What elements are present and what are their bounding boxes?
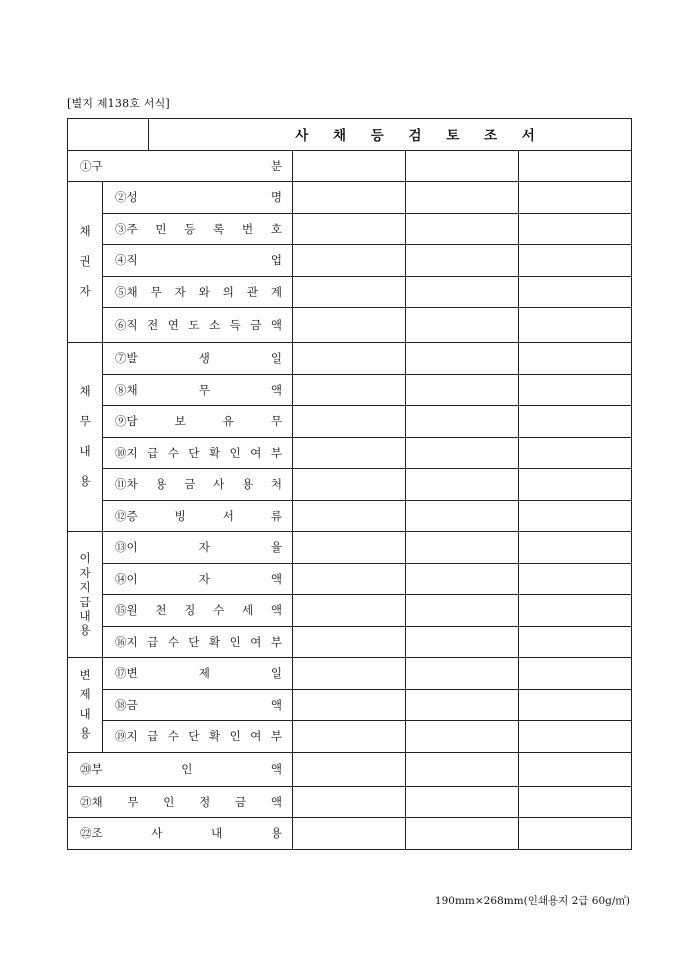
title-cell: [149, 119, 632, 151]
table-row: [68, 245, 632, 277]
table-row: [68, 343, 632, 375]
input-cell[interactable]: [406, 818, 519, 850]
input-cell[interactable]: [293, 658, 406, 690]
input-cell[interactable]: [293, 818, 406, 850]
form-title: 사 채 등 검 토 조 서: [295, 128, 545, 145]
group-label-interest: 이 자 지 급 내 용: [79, 551, 91, 638]
input-cell[interactable]: [406, 532, 519, 564]
row-label-cell: [68, 786, 293, 818]
input-cell[interactable]: [406, 469, 519, 501]
input-cell[interactable]: [406, 343, 519, 375]
row-label-cell: [103, 182, 293, 214]
input-cell[interactable]: [519, 437, 632, 469]
input-cell[interactable]: [406, 213, 519, 245]
table-row: [68, 786, 632, 818]
row-label: ⑰변 제 일: [115, 666, 282, 681]
form-number-label: [별지 제138호 서식]: [67, 97, 170, 110]
input-cell[interactable]: [293, 595, 406, 627]
input-cell[interactable]: [519, 786, 632, 818]
row-label-cell: [103, 469, 293, 501]
table-row: [68, 308, 632, 343]
title-row: [68, 119, 632, 151]
group-label-repayment: 변 제 내 용: [79, 667, 91, 741]
row-label: ⑨담 보 유 무: [115, 414, 282, 429]
input-cell[interactable]: [293, 786, 406, 818]
table-row: [68, 500, 632, 532]
title-left-blank-cell: [68, 119, 149, 151]
input-cell[interactable]: [406, 786, 519, 818]
row-label-cell: [103, 626, 293, 658]
table-row: [68, 532, 632, 564]
input-cell[interactable]: [519, 245, 632, 277]
table-row: [68, 752, 632, 786]
input-cell[interactable]: [293, 532, 406, 564]
row-label: ⑯지 급 수 단 확 인 여 부: [115, 634, 282, 649]
input-cell[interactable]: [406, 626, 519, 658]
input-cell[interactable]: [293, 374, 406, 406]
table-row: [68, 563, 632, 595]
input-cell[interactable]: [519, 721, 632, 753]
group-label-creditor: 채 권 자: [79, 224, 91, 298]
table-row: [68, 721, 632, 753]
input-cell[interactable]: [406, 658, 519, 690]
input-cell[interactable]: [293, 563, 406, 595]
group-interest-cell: [68, 532, 103, 658]
row-label-cell: [103, 721, 293, 753]
input-cell[interactable]: [519, 500, 632, 532]
input-cell[interactable]: [293, 500, 406, 532]
input-cell[interactable]: [293, 626, 406, 658]
input-cell[interactable]: [293, 308, 406, 343]
table-row: [68, 406, 632, 438]
input-cell[interactable]: [406, 500, 519, 532]
table-row: [68, 150, 632, 182]
row-label: ⑧채 무 액: [115, 382, 282, 397]
row-label: ③주 민 등 록 번 호: [115, 221, 282, 236]
table-row: [68, 374, 632, 406]
row-label-cell: [103, 595, 293, 627]
row-label-cell: [68, 752, 293, 786]
input-cell[interactable]: [293, 343, 406, 375]
row-label-cell: [103, 500, 293, 532]
input-cell[interactable]: [406, 406, 519, 438]
table-row: [68, 626, 632, 658]
row-label-cell: [103, 563, 293, 595]
table-row: [68, 213, 632, 245]
table-row: [68, 595, 632, 627]
input-cell[interactable]: [519, 213, 632, 245]
row-label: ⑥직 전 연 도 소 득 금 액: [115, 318, 282, 332]
row-label: ⑲지 급 수 단 확 인 여 부: [115, 729, 282, 744]
row-label: ⑳부 인 액: [80, 762, 282, 776]
group-label-debt: 채 무 내 용: [79, 384, 91, 488]
input-cell[interactable]: [293, 245, 406, 277]
table-row: [68, 276, 632, 308]
row-label-cell: [103, 213, 293, 245]
row-label: ①구 분: [80, 158, 282, 173]
input-cell[interactable]: [293, 752, 406, 786]
row-label: ⑩지 급 수 단 확 인 여 부: [115, 445, 282, 460]
input-cell[interactable]: [293, 150, 406, 182]
input-cell[interactable]: [406, 595, 519, 627]
row-label-cell: [103, 689, 293, 721]
row-label: ④직 업: [115, 253, 282, 268]
row-label: ②성 명: [115, 190, 282, 205]
input-cell[interactable]: [519, 469, 632, 501]
input-cell[interactable]: [406, 689, 519, 721]
input-cell[interactable]: [293, 721, 406, 753]
row-label: ⑬이 자 율: [115, 540, 282, 555]
row-label: ⑦발 생 일: [115, 351, 282, 366]
input-cell[interactable]: [519, 308, 632, 343]
row-label-cell: [103, 276, 293, 308]
input-cell[interactable]: [406, 721, 519, 753]
input-cell[interactable]: [519, 595, 632, 627]
table-row: [68, 818, 632, 850]
group-creditor-cell: [68, 182, 103, 343]
table-row: [68, 469, 632, 501]
row-label-cell: [103, 658, 293, 690]
table-row: [68, 689, 632, 721]
input-cell[interactable]: [406, 308, 519, 343]
input-cell[interactable]: [519, 532, 632, 564]
input-cell[interactable]: [293, 689, 406, 721]
row-label: ⑱금 액: [115, 697, 282, 712]
input-cell[interactable]: [519, 150, 632, 182]
input-cell[interactable]: [406, 437, 519, 469]
row-label: ㉑채 무 인 정 금 액: [80, 794, 282, 809]
row-label-cell: [103, 343, 293, 375]
row-label-cell: [103, 308, 293, 343]
input-cell[interactable]: [519, 343, 632, 375]
input-cell[interactable]: [293, 213, 406, 245]
input-cell[interactable]: [293, 276, 406, 308]
row-label-cell: [68, 150, 293, 182]
row-label: ⑤채 무 자 와 의 관 계: [115, 284, 282, 299]
row-label: ㉒조 사 내 용: [80, 826, 282, 841]
row-label: ⑫증 빙 서 류: [115, 508, 282, 523]
row-label-cell: [103, 532, 293, 564]
input-cell[interactable]: [293, 182, 406, 214]
input-cell[interactable]: [519, 276, 632, 308]
input-cell[interactable]: [293, 469, 406, 501]
input-cell[interactable]: [406, 276, 519, 308]
table-row: [68, 658, 632, 690]
group-debt-cell: [68, 343, 103, 532]
input-cell[interactable]: [406, 182, 519, 214]
input-cell[interactable]: [406, 752, 519, 786]
input-cell[interactable]: [519, 406, 632, 438]
input-cell[interactable]: [519, 563, 632, 595]
input-cell[interactable]: [519, 626, 632, 658]
input-cell[interactable]: [519, 752, 632, 786]
row-label-cell: [103, 245, 293, 277]
input-cell[interactable]: [406, 374, 519, 406]
table-row: [68, 182, 632, 214]
input-cell[interactable]: [519, 658, 632, 690]
input-cell[interactable]: [519, 374, 632, 406]
group-repayment-cell: [68, 658, 103, 753]
input-cell[interactable]: [519, 182, 632, 214]
row-label-cell: [68, 818, 293, 850]
row-label: ⑭이 자 액: [115, 571, 282, 586]
row-label-cell: [103, 374, 293, 406]
table-row: [68, 437, 632, 469]
row-label-cell: [103, 406, 293, 438]
row-label: ⑪차 용 금 사 용 처: [115, 477, 282, 492]
input-cell[interactable]: [406, 245, 519, 277]
row-label-cell: [103, 437, 293, 469]
paper-spec-note: 190mm×268mm(인쇄용지 2급 60g/㎡): [434, 895, 630, 907]
input-cell[interactable]: [519, 689, 632, 721]
input-cell[interactable]: [406, 563, 519, 595]
review-form-table: [67, 118, 632, 850]
input-cell[interactable]: [406, 150, 519, 182]
input-cell[interactable]: [519, 818, 632, 850]
input-cell[interactable]: [293, 406, 406, 438]
row-label: ⑮원 천 징 수 세 액: [115, 603, 282, 618]
input-cell[interactable]: [293, 437, 406, 469]
